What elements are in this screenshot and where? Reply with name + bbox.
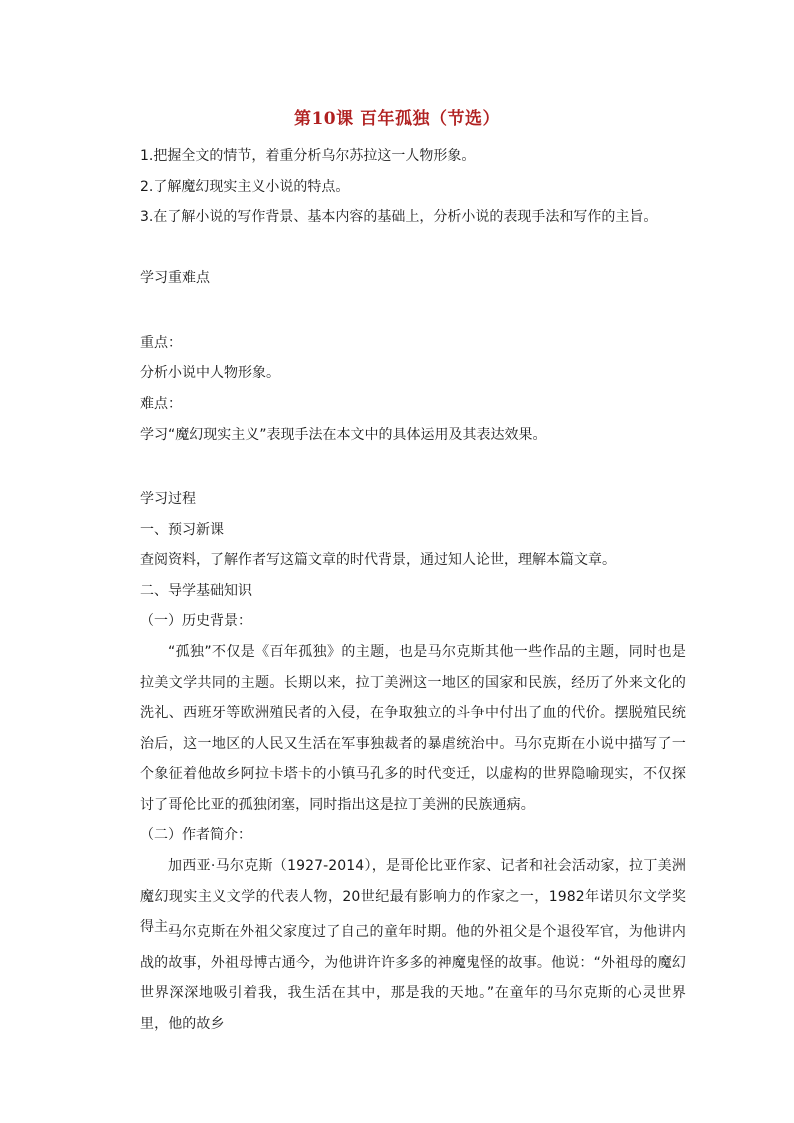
key-points-heading: 学习重难点 xyxy=(140,270,210,286)
lesson-title: 第10课 百年孤独（节选） xyxy=(293,109,501,129)
focus-text: 分析小说中人物形象。 xyxy=(140,365,280,381)
history-paragraph: “孤独”不仅是《百年孤独》的主题，也是马尔克斯其他一些作品的主题，同时也是拉美文学共同的主题。长期以来，拉丁美洲这一地区的国家和民族，经历了外来文化的洗礼、西班牙等欧洲殖民者的入侵，在争取独立的斗争中付出了血的代价。摆脱殖民统治后，这一地区的人民又生活在军事独裁者的暴虐统治中。马尔克斯在小说中描写了一个象征着他故乡阿拉卡塔卡的小镇马孔多的时代变迁，以虚构的世界隐喻现实，不仅探讨了哥伦比亚的孤独闭塞，同时指出这是拉丁美洲的民族通病。 xyxy=(140,644,686,813)
objective-1: 1.把握全文的情节，着重分析乌尔苏拉这一人物形象。 xyxy=(140,148,476,164)
history-heading: （一）历史背景： xyxy=(140,613,252,629)
objective-2: 2.了解魔幻现实主义小说的特点。 xyxy=(140,179,350,195)
author-paragraph-2: 马尔克斯在外祖父家度过了自己的童年时期。他的外祖父是个退役军官，为他讲内战的故事，外祖母博古通今，为他讲许许多多的神魔鬼怪的故事。他说：“外祖母的魔幻世界深深地吸引着我，我生活在其中，那是我的天地。”在童年的马尔克斯的心灵世界里，他的故乡 xyxy=(140,924,686,1032)
process-heading: 学习过程 xyxy=(140,491,196,507)
focus-label: 重点： xyxy=(140,335,182,351)
author-paragraph-1: 加西亚·马尔克斯（1927-2014），是哥伦比亚作家、记者和社会活动家，拉丁美洲魔幻现实主义文学的代表人物，20世纪最有影响力的作家之一，1982年诺贝尔文学奖得主。 xyxy=(140,858,686,935)
difficulty-text: 学习“魔幻现实主义”表现手法在本文中的具体运用及其表达效果。 xyxy=(140,427,547,443)
preview-text: 查阅资料，了解作者写这篇文章的时代背景，通过知人论世，理解本篇文章。 xyxy=(140,552,616,568)
preview-heading: 一、预习新课 xyxy=(140,522,224,538)
author-heading: （二）作者简介： xyxy=(140,827,252,843)
basics-heading: 二、导学基础知识 xyxy=(140,583,252,599)
difficulty-label: 难点： xyxy=(140,396,182,412)
objective-3: 3.在了解小说的写作背景、基本内容的基础上，分析小说的表现手法和写作的主旨。 xyxy=(140,209,658,225)
